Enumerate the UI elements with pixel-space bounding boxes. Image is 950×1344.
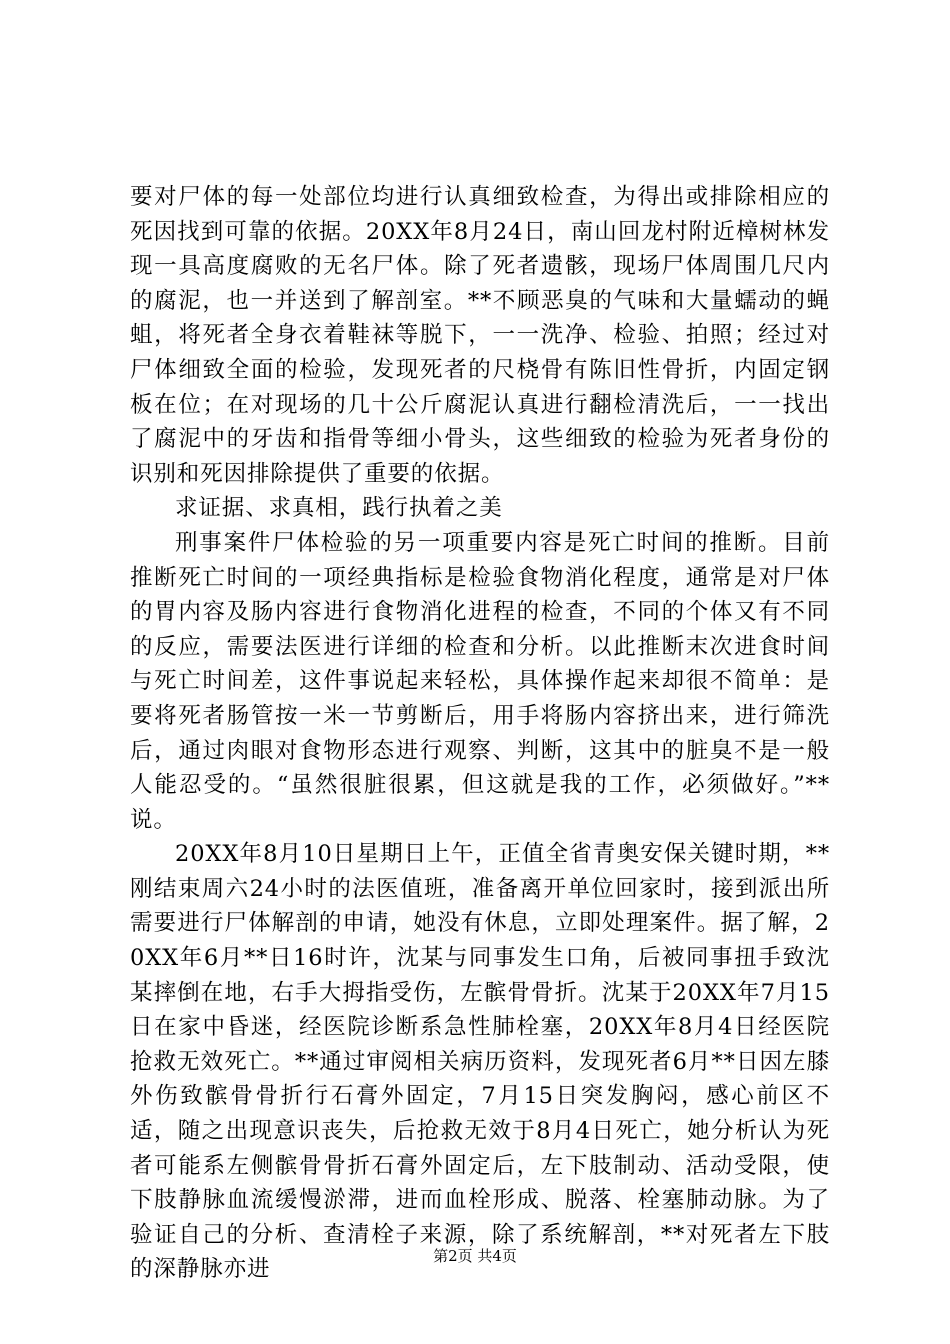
body-paragraph-2: 刑事案件尸体检验的另一项重要内容是死亡时间的推断。目前推断死亡时间的一项经典指标是检验食物消化程度，通常是对尸体的胃内容及肠内容进行食物消化进程的检查，不同的个体又有不同的反应，需要法医进行详细的检查和分析。以此推断末次进食时间与死亡时间差，这件事说起来轻松，具体操作起来却很不简单：是要将死者肠管按一米一节剪断后，用手将肠内容挤出来，进行筛洗后，通过肉眼对食物形态进行观察、判断，这其中的脏臭不是一般人能忍受的。“虽然很脏很累，但这就是我的工作，必须做好。”**说。: [130, 529, 830, 833]
body-paragraph-3: 20XX年8月10日星期日上午，正值全省青奥安保关键时期，**刚结束周六24小时的法医值班，准备离开单位回家时，接到派出所需要进行尸体解剖的申请，她没有休息，立即处理案件。据了解，20XX年6月**日16时许，沈某与同事发生口角，后被同事扭手致沈某摔倒在地，右手大拇指受伤，左髌骨骨折。沈某于20XX年7月15日在家中昏迷，经医院诊断系急性肺栓塞，20XX年8月4日经医院抢救无效死亡。**通过审阅相关病历资料，发现死者6月**日因左膝外伤致髌骨骨折行石膏外固定，7月15日突发胸闷，感心前区不适，随之出现意识丧失，后抢救无效于8月4日死亡，她分析认为死者可能系左侧髌骨骨折石膏外固定后，左下肢制动、活动受限，使下肢静脉血流缓慢淤滞，进而血栓形成、脱落、栓塞肺动脉。为了验证自己的分析、查清栓子来源，除了系统解剖，**对死者左下肢的深静脉亦进: [130, 841, 830, 1283]
page-footer: 第2页 共4页: [433, 1247, 517, 1265]
body-paragraph-1: 要对尸体的每一处部位均进行认真细致检查，为得出或排除相应的死因找到可靠的依据。20XX年8月24日，南山回龙村附近樟树林发现一具高度腐败的无名尸体。除了死者遗骸，现场尸体周围几尺内的腐泥，也一并送到了解剖室。**不顾恶臭的气味和大量蠕动的蝇蛆，将死者全身衣着鞋袜等脱下，一一洗净、检验、拍照；经过对尸体细致全面的检验，发现死者的尺桡骨有陈旧性骨折，内固定钢板在位；在对现场的几十公斤腐泥认真进行翻检清洗后，一一找出了腐泥中的牙齿和指骨等细小骨头，这些细致的检验为死者身份的识别和死因排除提供了重要的依据。: [130, 184, 830, 487]
section-heading: 求证据、求真相，践行执着之美: [175, 495, 503, 522]
document-body: [130, 180, 830, 1287]
